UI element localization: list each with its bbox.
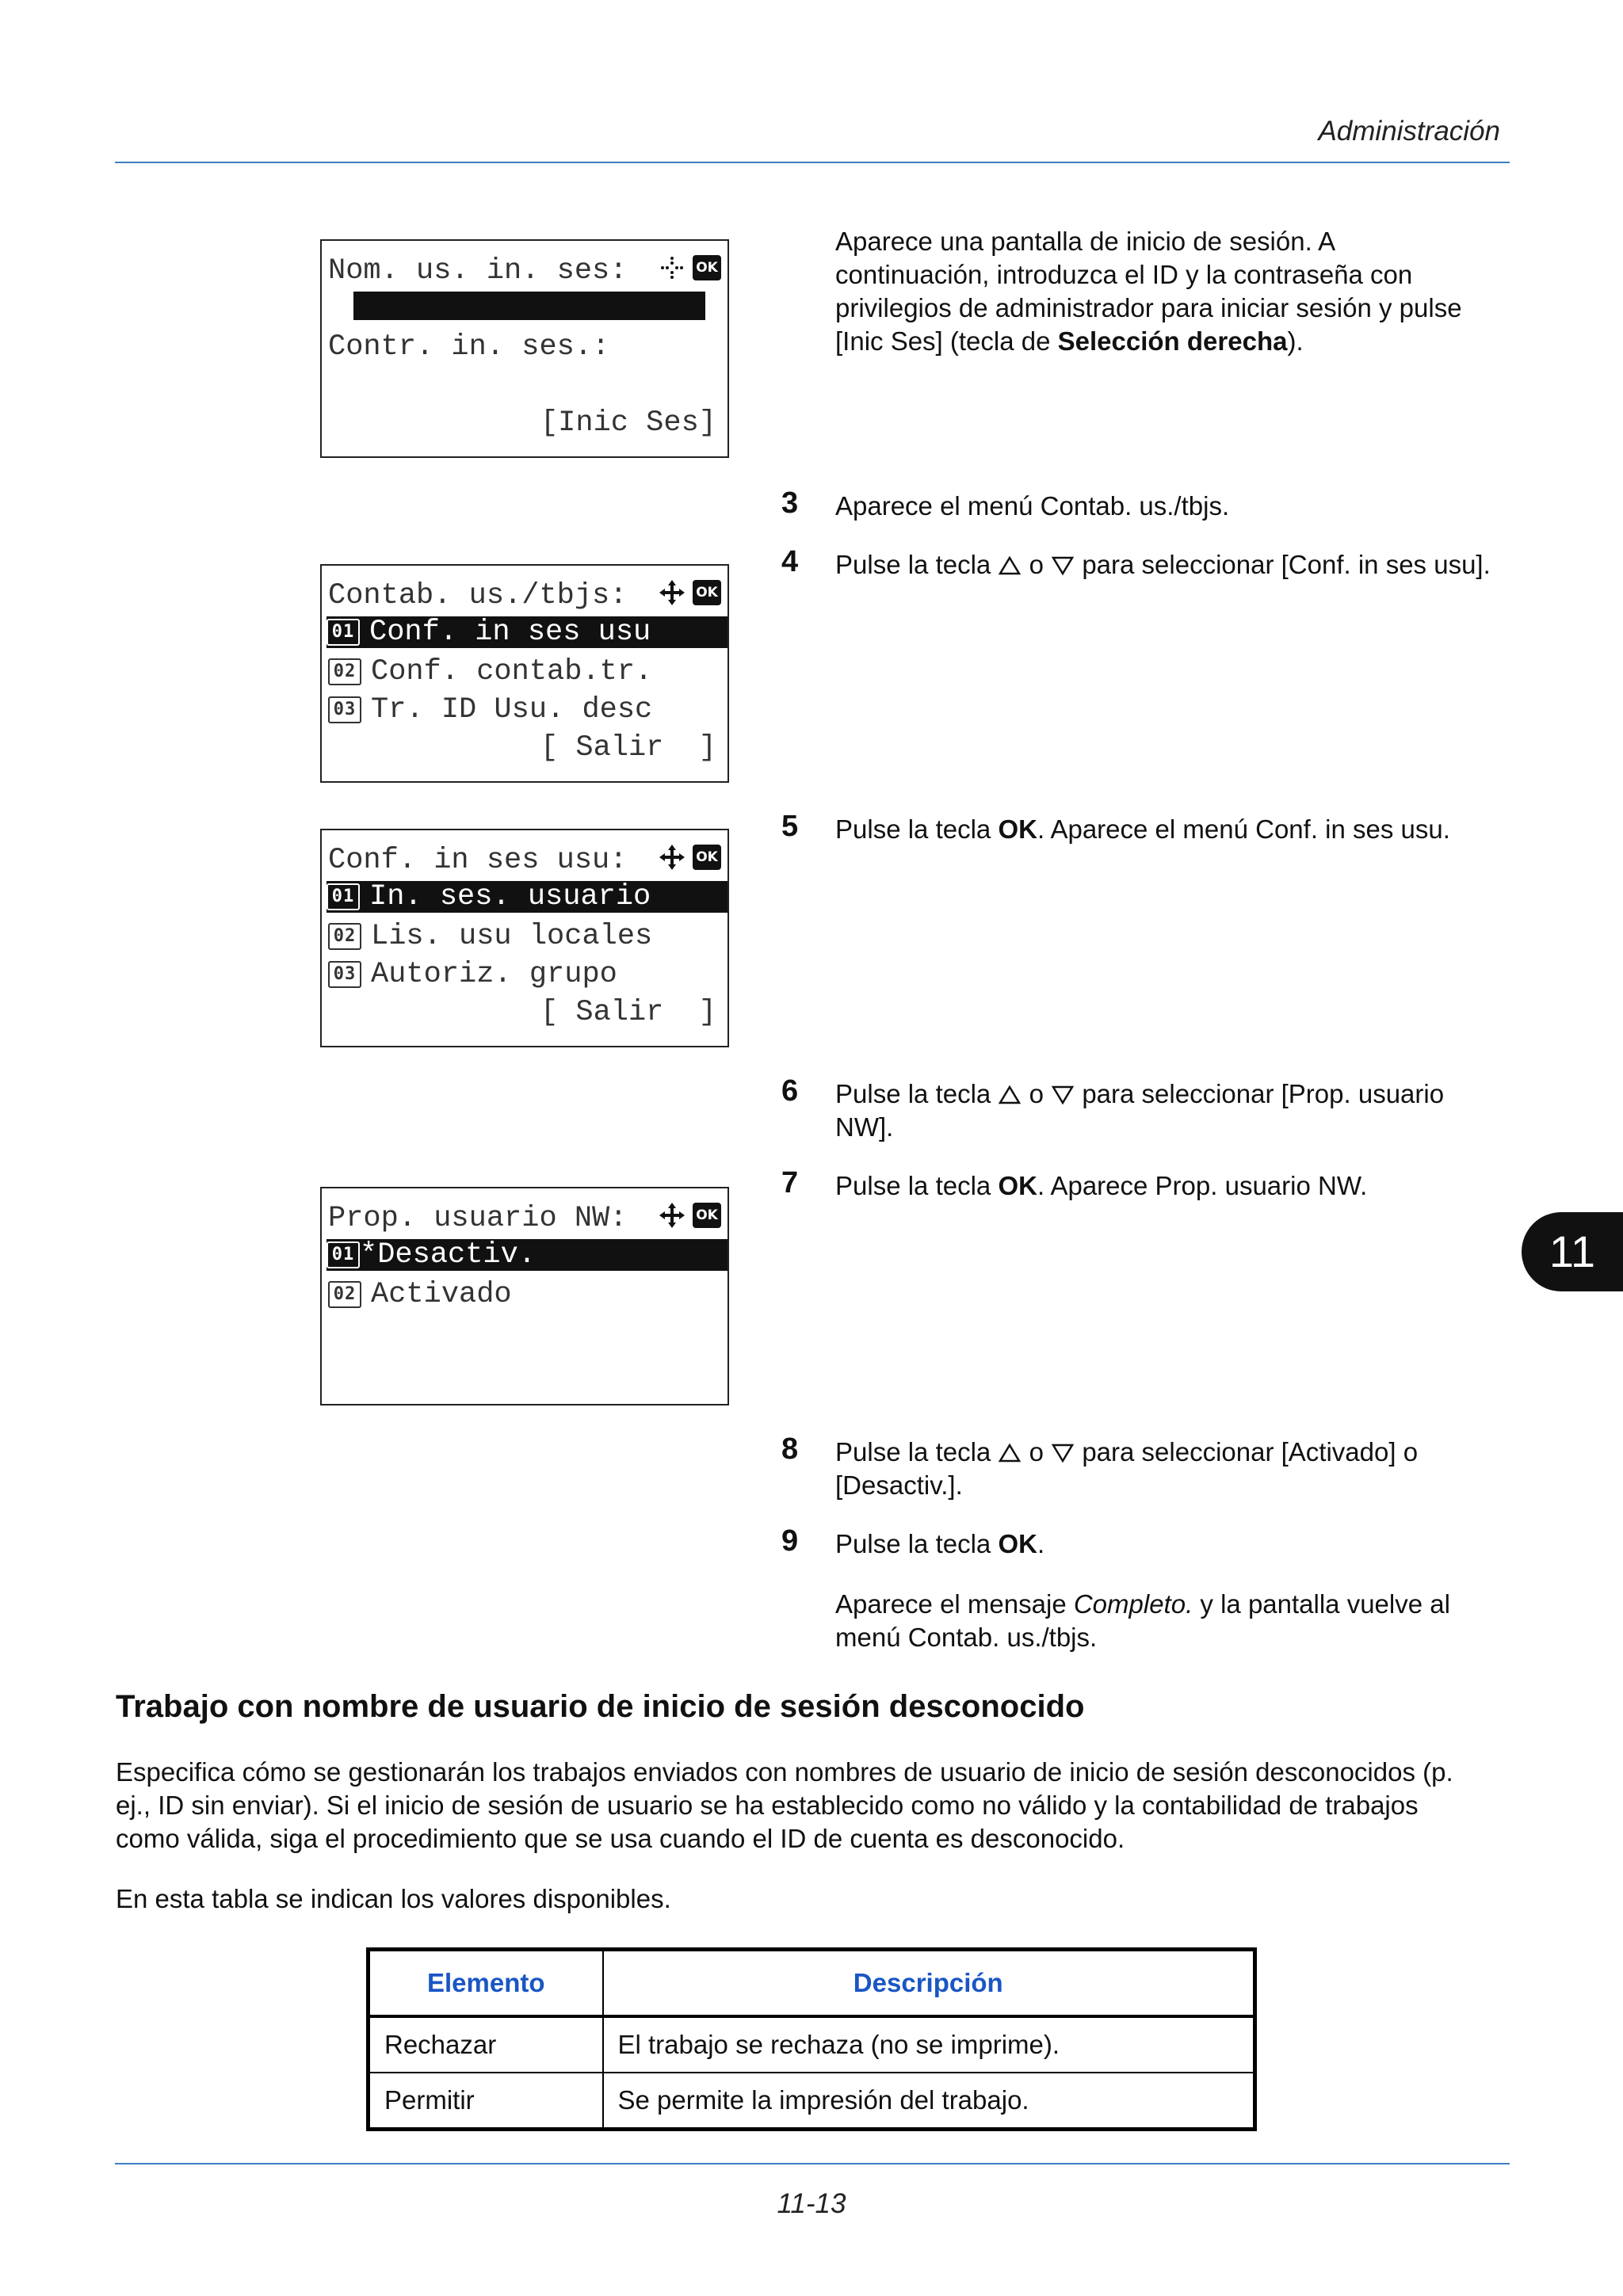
lcd-menu-item: 02 Activado (328, 1279, 727, 1310)
navigation-arrows-icon (656, 843, 688, 871)
lcd-prop-usuario-screen (320, 1187, 729, 1405)
step-number: 8 (781, 1432, 799, 1466)
down-triangle-icon (1051, 555, 1075, 576)
step-number: 9 (781, 1524, 799, 1558)
step-text: Pulse la tecla OK. Aparece el menú Conf. in ses usu. (835, 814, 1450, 844)
table-row (369, 2073, 1255, 2130)
ok-key-icon: OK (693, 580, 721, 605)
table-cell: El trabajo se rechaza (no se imprime). (603, 2016, 1255, 2073)
step-number: 6 (781, 1074, 799, 1108)
lcd-title: Conf. in ses usu: (328, 844, 628, 877)
lcd-menu-item-selected: 01 In. ses. usuario (327, 881, 727, 913)
step-text: Pulse la tecla o para seleccionar [Conf. in ses usu]. (835, 550, 1491, 579)
step-text: Aparece el menú Contab. us./tbjs. (835, 491, 1230, 521)
step-number: 4 (781, 545, 799, 578)
down-triangle-icon (1051, 1085, 1075, 1105)
ok-key-icon: OK (693, 255, 721, 280)
table-header-cell: Elemento (369, 1950, 603, 2017)
table-row (369, 2016, 1255, 2073)
navigation-arrows-icon (656, 578, 688, 607)
lcd-icons (656, 1201, 721, 1230)
lcd-menu-item: 03 Autoriz. grupo (328, 959, 727, 990)
navigation-arrows-icon (656, 1201, 688, 1230)
step-text: Pulse la tecla OK. (835, 1529, 1045, 1558)
completion-note: Aparece el mensaje Completo. y la pantalla vuelve al menú Contab. us./tbjs. (835, 1589, 1450, 1652)
lcd-menu-item: 02 Lis. usu locales (328, 921, 727, 952)
running-header: Administración (1318, 116, 1500, 147)
step-number: 3 (781, 486, 799, 520)
up-triangle-icon (998, 555, 1022, 576)
lcd-exit-softkey: [ Salir ] (540, 996, 716, 1029)
lcd-title: Contab. us./tbjs: (328, 579, 628, 612)
down-triangle-icon (1051, 1443, 1075, 1463)
intro-line: [Inic Ses] (tecla de Selección derecha). (835, 326, 1304, 356)
chapter-tab: 11 (1522, 1212, 1623, 1291)
table-cell: Permitir (369, 2073, 603, 2130)
intro-paragraph (835, 225, 1462, 358)
lcd-icons (656, 254, 721, 282)
table-cell: Rechazar (369, 2016, 603, 2073)
lcd-icons (656, 843, 721, 871)
footer-rule (115, 2163, 1510, 2164)
intro-line: Aparece una pantalla de inicio de sesión. A (835, 227, 1336, 256)
lcd-menu-item: 03 Tr. ID Usu. desc (328, 694, 727, 726)
section-heading: Trabajo con nombre de usuario de inicio de sesión desconocido (116, 1689, 1085, 1724)
up-triangle-icon (998, 1085, 1022, 1105)
lcd-username-label: Nom. us. in. ses: (328, 254, 628, 288)
intro-line: privilegios de administrador para iniciar sesión y pulse (835, 293, 1462, 322)
intro-line: continuación, introduzca el ID y la contraseña con (835, 260, 1413, 289)
table-header-row (369, 1950, 1255, 2017)
ok-key-icon: OK (693, 1203, 721, 1228)
step-number: 7 (781, 1166, 799, 1199)
lcd-menu-item-selected: 01 Conf. in ses usu (327, 616, 727, 648)
lcd-login-softkey: [Inic Ses] (540, 406, 716, 440)
lcd-username-input-bar (353, 292, 705, 320)
lcd-icons (656, 578, 721, 607)
lcd-contab-screen (320, 564, 729, 783)
up-triangle-icon (998, 1443, 1022, 1463)
lcd-exit-softkey: [ Salir ] (540, 731, 716, 765)
step-text: Pulse la tecla o para seleccionar [Activado] o [Desactiv.]. (835, 1437, 1419, 1500)
table-header-cell: Descripción (603, 1950, 1255, 2017)
lcd-conf-in-ses-screen (320, 829, 729, 1047)
navigation-dots-icon (656, 254, 688, 282)
table-cell: Se permite la impresión del trabajo. (603, 2073, 1255, 2130)
lcd-menu-item: 02 Conf. contab.tr. (328, 656, 727, 688)
table-intro: En esta tabla se indican los valores disponibles. (116, 1884, 671, 1913)
lcd-login-screen (320, 239, 729, 458)
header-rule (115, 162, 1510, 163)
lcd-title: Prop. usuario NW: (328, 1202, 628, 1235)
lcd-password-label: Contr. in. ses.: (328, 330, 610, 364)
ok-key-icon: OK (693, 845, 721, 870)
step-text: Pulse la tecla o para seleccionar [Prop. usuario NW]. (835, 1079, 1445, 1142)
section-paragraph: Especifica cómo se gestionarán los trabajos enviados con nombres de usuario de inicio de sesión desconocidos (p. ej., ID sin enviar). Si el inicio de sesión de usuario se ha establecido como no válido y la contabilidad de trabajos como válida, siga el procedimiento que se usa cuando el ID de cuenta es desconocido. (116, 1757, 1453, 1853)
lcd-menu-item-selected: 01 *Desactiv. (327, 1239, 727, 1271)
step-text: Pulse la tecla OK. Aparece Prop. usuario NW. (835, 1171, 1368, 1200)
page-number: 11-13 (777, 2188, 846, 2219)
step-number: 5 (781, 810, 799, 843)
values-table (366, 1947, 1257, 2131)
